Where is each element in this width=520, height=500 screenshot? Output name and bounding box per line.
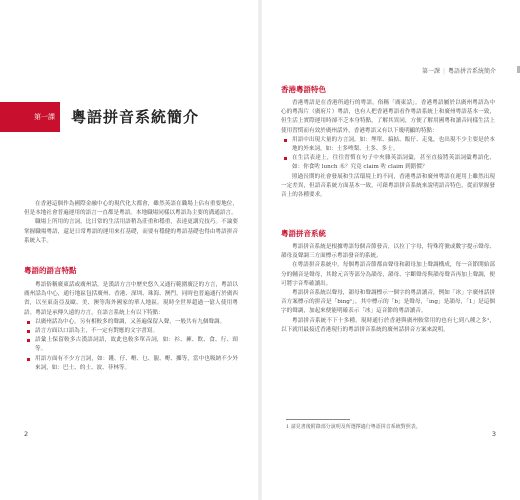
romanization-paragraph-3: 粵語拼音系統以聲母，韻母和聲調標示一個字的粵語讀音，例如「冰」字廣州話拼音方案標示的拼音是「bing¹」，其中標示的「b」是聲母，「ing」是韻母，「1」是這個字的聲調，加起來便能明確表示「冰」這音節的粵語讀音。 [281, 290, 495, 315]
hk-cantonese-list [281, 136, 495, 173]
running-header-title: 粵語拼音系統簡介 [447, 68, 496, 75]
list-item: 語彙上保留較多古漢語詞語，故此也較多單音詞，如：衫、褲、飲、食、行、頸等。 [24, 336, 238, 354]
hk-cantonese-tail-paragraph: 照過長期的社會發展和生活環境上的不同，香港粵語和廣州粵語在運用上雖然出現一定差異，但語音系統方面基本一致，可藉粵語拼音系統來說明語音特色，從而掌握發音上的各種要求。 [281, 173, 495, 199]
list-item: 用語方面有不少方言詞，如：鑊、仔、嘢、乜、靚、嘢、攞等，當中也吸納不少外來詞，如：巴士、的士、波、菲林等。 [24, 355, 238, 373]
chapter-title: 粵語拼音系統簡介 [71, 108, 200, 126]
right-page [262, 0, 520, 500]
hk-cantonese-text [281, 99, 495, 200]
chapter-title-band [0, 102, 258, 132]
romanization-text [281, 243, 495, 335]
list-item: 用語中出現大量的方言詞，如：埋單、搞掂、飯仔、走鬼，也出現不少主要是於本地的外來詞，如：士多啤梨、士多、多士。 [281, 136, 495, 154]
language-features-text [24, 281, 238, 373]
chapter-tab: 第一課 [0, 102, 60, 132]
footnote: 1 請見書後附錄部分說明及所選擇適行粵語拼音系統對照表。 [286, 424, 421, 430]
list-item: 以廣州話為中心，另有相較多的聲調，又善遍保留入聲，一般共有九個聲調。 [24, 318, 238, 327]
hk-cantonese-paragraph: 香港粵語是在香港所通行的粵語，俗稱「廣東話」。香港粵語屬於以廣州粵語為中心的粵海片（廣府片）粵語，也有人把香港粵語看作粵語系統上和廣州粵語基本一致，但生活上實際運用時卻不乏本身特點，了解其異同，方便了解用國粵和讀音同樣生活上使用習慣而有效於廣州話外，香港粵語又有以下幾明顯的特點： [281, 100, 495, 134]
section-title-hk-cantonese: 香港粵語特色 [281, 85, 326, 94]
language-features-list [24, 318, 238, 373]
running-header [422, 66, 496, 75]
section-title-language-features: 粵語的語言特點 [24, 266, 77, 275]
list-item: 語言方面以口語為主，不一定有對應的文字書寫。 [24, 327, 238, 336]
romanization-paragraph-1: 粵語拼音系統是根據粵語每個音節發音，以拉丁字母，特殊符號或數字提示聲母、韻母及聲調三方面標示粵語發音的系統。 [281, 244, 495, 260]
list-item: 在生活表達上，往往習慣在句子中夾雜英語詞彙，甚至直接將英語詞彙粵語化，如：你食咗 lunch 未？究竟 claim 咗 claim 到錯價？ [281, 154, 495, 172]
section-title-romanization: 粵語拼音系統 [281, 229, 326, 238]
page-number-left: 2 [24, 430, 29, 438]
intro-text [24, 200, 238, 246]
footnote-divider [286, 419, 350, 420]
romanization-paragraph-4: 粵語拼音系統不下十多種，現時通行於香港與廣州較常用的也有七到八種之多¹，以下就用最接近香港現行的粵語拼音系統的廣州話拼音方案來說明。 [281, 317, 495, 333]
romanization-paragraph-2: 在粵語拼音系統中，每個粵語音節都由聲母和韻母加上聲調構成，每一音節開始部分的輔音是聲母，其餘元音等部分為韻母，韻母、字斷聲母與韻母聲音再加上聲調，便可將字音準確讀出。 [281, 262, 495, 287]
intro-paragraph-1: 在香港這個作為國際金融中心的現代化大都會，雖然英語在職場上佔有重要地位，但是本地社會普遍運用的語言一直都是粵語。本地職場同樣以粵語為主要的溝通語言。 [24, 201, 238, 217]
language-features-paragraph: 粵語俗稱廣東話或廣州話，是漢語方言中歷史悠久又通行範圍廣泛的方言，粵語以廣州話為中心，通行地區包括廣州、香港、深圳、珠海、澳門，同時也普遍通行於廣西省，以至東南亞及歐、美、澳等海外國家的華人地區。現時全世界超過一億人使用粵語。粵語是承傳久遠的方言，在語言系統上有以下特點： [24, 282, 238, 316]
page-number-right: 3 [491, 430, 496, 438]
running-header-chapter: 第一課 [421, 68, 440, 75]
intro-paragraph-2: 職場上所用的言詞，比日常的生活用語稍為莊重和穩重，表達更講究技巧。不論要掌握職場粵語，還是日常粵語的運用來打基礎，而要有穩健的粵語基礎也得由粵語拼音系統入手。 [24, 219, 238, 244]
running-header-separator: | [442, 68, 445, 75]
left-page [0, 0, 258, 500]
